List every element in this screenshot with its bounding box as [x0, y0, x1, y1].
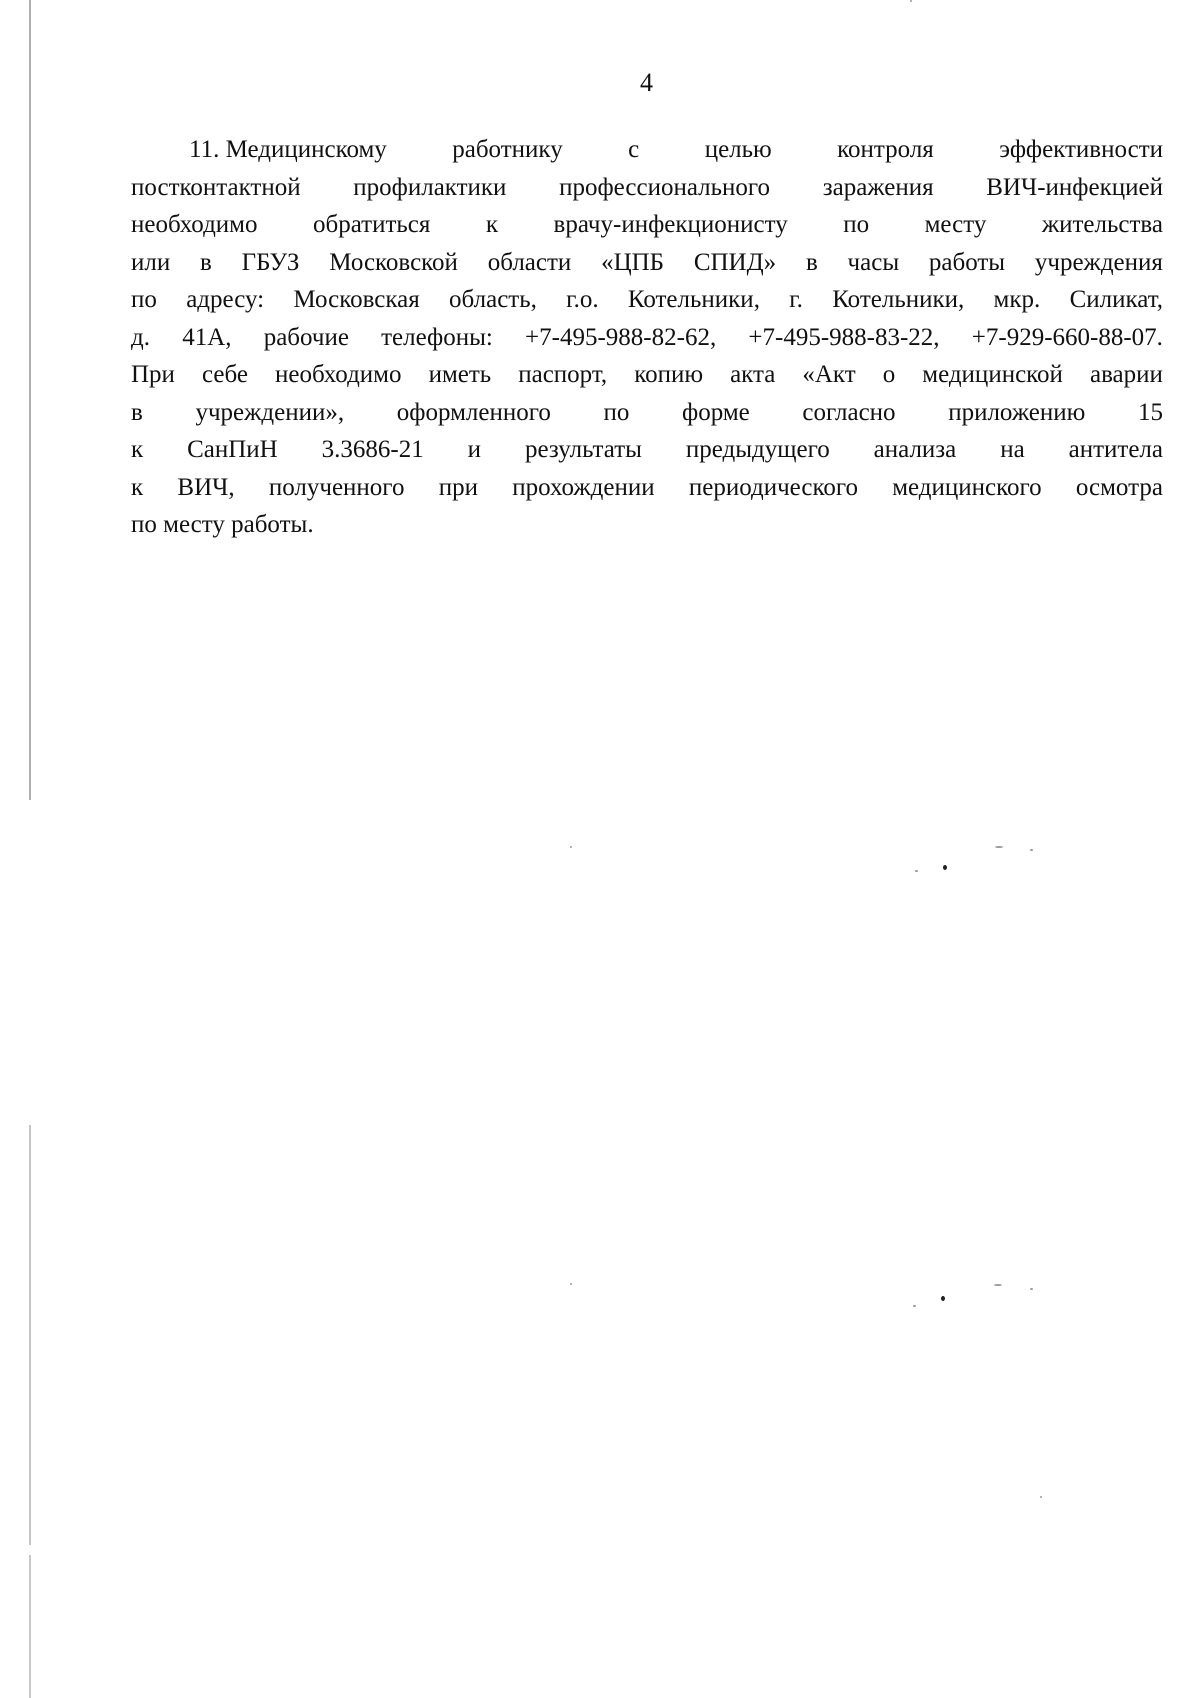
word: мкр.	[993, 286, 1041, 313]
page-number: 4	[640, 68, 653, 97]
word: антитела	[1068, 436, 1163, 463]
word: приложению	[948, 398, 1086, 426]
word: учреждении»,	[195, 398, 345, 426]
word: Силикат,	[1069, 286, 1163, 313]
word: в	[805, 248, 818, 276]
word: +7-495-988-83-22,	[748, 323, 940, 351]
word: области	[487, 248, 572, 276]
word: медицинской	[922, 361, 1063, 388]
text-line	[131, 169, 1163, 207]
word: копию	[634, 361, 704, 388]
word: ВИЧ,	[177, 473, 235, 501]
word: врачу-инфекционисту	[553, 211, 788, 238]
scan-edge-line	[29, 1555, 31, 1698]
word: эффективности	[999, 136, 1163, 163]
word: 15	[1137, 398, 1163, 426]
word: заражения	[822, 173, 934, 201]
word: «Акт	[802, 361, 856, 388]
scan-speck	[994, 1284, 1002, 1286]
text-line	[131, 431, 1163, 469]
word: постконтактной	[131, 173, 301, 201]
word: 3.3686-21	[321, 436, 424, 463]
word: контроля	[837, 136, 934, 163]
word: 11. Медицинскому	[189, 136, 387, 163]
word: д.	[131, 323, 150, 351]
text-line	[131, 244, 1163, 282]
word: Московской	[329, 248, 458, 276]
text-line	[131, 206, 1163, 244]
word: и	[467, 436, 482, 463]
word: периодического	[688, 473, 858, 501]
word: г.о.	[566, 286, 599, 313]
word: по	[131, 286, 157, 313]
word: месту	[924, 211, 987, 238]
word: результаты	[524, 436, 642, 463]
text-line	[131, 356, 1163, 394]
word: по месту работы.	[131, 511, 314, 538]
word: профессионального	[559, 173, 771, 201]
text-line	[131, 319, 1163, 357]
word: «ЦПБ	[601, 248, 665, 276]
scan-speck	[941, 1296, 945, 1301]
word: работнику	[452, 136, 563, 163]
word: в	[131, 398, 143, 426]
word: г.	[789, 286, 803, 313]
word: по	[603, 398, 630, 426]
text-line	[131, 131, 1163, 169]
scan-speck	[1030, 849, 1033, 851]
word: анализа	[873, 436, 957, 463]
word: необходимо	[131, 211, 258, 238]
scan-speck	[570, 1283, 572, 1285]
scan-speck	[995, 846, 1003, 848]
word: на	[1000, 436, 1025, 463]
word: медицинского	[892, 473, 1042, 501]
word: При	[131, 361, 175, 388]
word: работы	[928, 248, 1006, 276]
word: часы	[847, 248, 900, 276]
word: или	[131, 248, 171, 276]
word: к	[131, 473, 144, 501]
word: к	[131, 436, 144, 463]
word: профилактики	[353, 173, 507, 201]
word: паспорт,	[518, 361, 608, 388]
word: +7-495-988-82-62,	[525, 323, 717, 351]
word: жительства	[1041, 211, 1163, 238]
word: согласно	[802, 398, 896, 426]
word: целью	[704, 136, 772, 163]
word: адресу:	[186, 286, 265, 313]
word: аварии	[1089, 361, 1163, 388]
word: в	[200, 248, 212, 276]
word: прохождении	[512, 473, 655, 501]
scan-speck	[915, 870, 918, 872]
word: о	[882, 361, 896, 388]
word: осмотра	[1075, 473, 1163, 501]
word: 41А,	[182, 323, 232, 351]
word: ВИЧ-инфекцией	[986, 173, 1163, 201]
paragraph-11	[131, 131, 1163, 544]
word: к	[485, 211, 499, 238]
word: форме	[682, 398, 750, 426]
scan-speck	[943, 865, 947, 870]
word: необходимо	[275, 361, 402, 388]
scan-speck	[910, 0, 912, 2]
word: СПИД»	[693, 248, 777, 276]
word: +7-929-660-88-07.	[971, 323, 1163, 351]
word: предыдущего	[685, 436, 830, 463]
scan-edge-line	[29, 1125, 31, 1545]
word: при	[438, 473, 478, 501]
text-line	[131, 469, 1163, 507]
word: оформленного	[396, 398, 551, 426]
word: Московская	[293, 286, 420, 313]
word: с	[628, 136, 640, 163]
scan-speck	[570, 846, 572, 848]
word: иметь	[428, 361, 492, 388]
text-line	[131, 394, 1163, 432]
word: рабочие	[263, 323, 349, 351]
word: акта	[730, 361, 776, 388]
word: по	[843, 211, 870, 238]
scan-speck	[1030, 1288, 1033, 1290]
word: обратиться	[312, 211, 431, 238]
text-line	[131, 506, 1163, 544]
word: себе	[201, 361, 248, 388]
word: телефоны:	[381, 323, 493, 351]
scan-speck	[1040, 1496, 1042, 1498]
word: полученного	[268, 473, 405, 501]
word: область,	[449, 286, 537, 313]
word: Котельники,	[832, 286, 965, 313]
word: учреждения	[1034, 248, 1163, 276]
word: Котельники,	[627, 286, 760, 313]
scan-edge-line	[29, 0, 31, 800]
word: СанПиН	[187, 436, 278, 463]
word: ГБУЗ	[241, 248, 300, 276]
text-line	[131, 281, 1163, 319]
scan-speck	[913, 1305, 916, 1307]
